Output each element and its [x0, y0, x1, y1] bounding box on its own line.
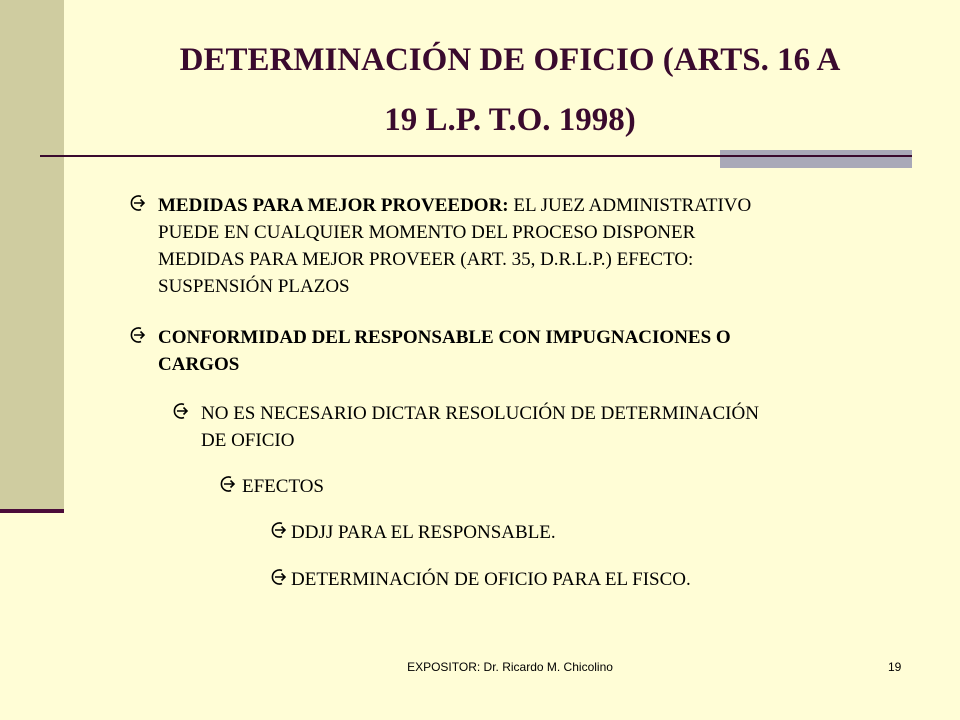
bullet-heading: CONFORMIDAD DEL RESPONSABLE CON IMPUGNACIONES O — [158, 327, 731, 348]
slide-footer — [0, 660, 960, 680]
bullet-text: DETERMINACIÓN DE OFICIO PARA EL FISCO. — [291, 569, 691, 590]
bullet-heading: CARGOS — [158, 354, 240, 375]
bullet-text: NO ES NECESARIO DICTAR RESOLUCIÓN DE DETERMINACIÓN — [201, 403, 759, 424]
presenter-credit: EXPOSITOR: Dr. Ricardo M. Chicolino — [407, 660, 613, 674]
bullet-text: EL JUEZ ADMINISTRATIVO — [508, 195, 752, 216]
title-line-1: DETERMINACIÓN DE OFICIO (ARTS. 16 A — [179, 42, 841, 78]
list-item — [158, 192, 928, 300]
arrow-right-circle-icon — [128, 193, 148, 213]
arrow-right-circle-icon — [269, 520, 289, 540]
bullet-text: PUEDE EN CUALQUIER MOMENTO DEL PROCESO DISPONER — [158, 222, 696, 243]
bullet-text: DDJJ PARA EL RESPONSABLE. — [291, 522, 556, 543]
bullet-heading: MEDIDAS PARA MEJOR PROVEEDOR: — [158, 195, 509, 216]
slide-title — [80, 30, 940, 150]
bullet-text: MEDIDAS PARA MEJOR PROVEER (ART. 35, D.R.L.P.) EFECTO: — [158, 249, 694, 270]
side-bar — [0, 0, 64, 512]
arrow-right-circle-icon — [128, 325, 148, 345]
list-item — [158, 324, 928, 378]
title-divider — [40, 155, 912, 157]
arrow-right-circle-icon — [171, 401, 191, 421]
title-line-2: 19 L.P. T.O. 1998) — [384, 102, 636, 138]
bullet-text: DE OFICIO — [201, 430, 295, 451]
list-item — [291, 519, 891, 546]
page-number: 19 — [888, 660, 902, 674]
list-item — [291, 566, 911, 593]
list-item — [242, 473, 842, 500]
arrow-right-circle-icon — [269, 567, 289, 587]
bullet-text: SUSPENSIÓN PLAZOS — [158, 276, 350, 297]
side-bar-rule — [0, 509, 64, 513]
arrow-right-circle-icon — [218, 474, 238, 494]
list-item — [201, 400, 921, 454]
bullet-text: EFECTOS — [242, 476, 325, 497]
title-accent-block — [720, 150, 912, 168]
